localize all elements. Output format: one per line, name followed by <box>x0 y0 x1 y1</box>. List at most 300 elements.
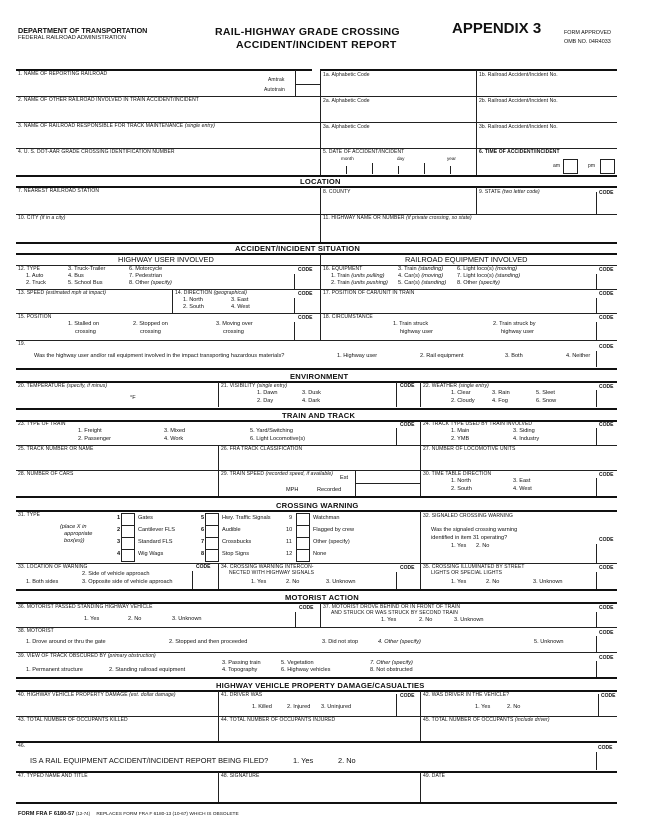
subsection-railroad-equipment: RAILROAD EQUIPMENT INVOLVED <box>405 255 528 264</box>
degrees-fahrenheit-label: °F <box>130 395 136 401</box>
form-title-line1: RAIL-HIGHWAY GRADE CROSSING <box>215 26 400 38</box>
option[interactable]: 3. Unknown <box>533 579 563 585</box>
field-nearest-station[interactable] <box>16 187 320 214</box>
field-position-of-car[interactable] <box>321 289 617 313</box>
option-text: 2. Train <box>331 280 350 286</box>
option[interactable]: 7. Other (specify) <box>370 660 413 666</box>
tick <box>398 166 399 174</box>
field-label-text: 14. DIRECTION <box>175 290 213 296</box>
option[interactable] <box>398 267 443 273</box>
am-label: am <box>553 163 561 169</box>
option[interactable]: 2. Cloudy <box>451 398 475 404</box>
option[interactable]: 3. East <box>513 478 531 484</box>
question-text: identified in item 31 operating? <box>431 535 508 541</box>
code-label: CODE <box>400 383 415 389</box>
option[interactable]: 2. No <box>286 579 300 585</box>
option[interactable]: 1. Main <box>451 428 470 434</box>
field-label: 33. LOCATION OF WARNING <box>18 564 88 570</box>
option[interactable]: 3. Did not stop <box>322 639 359 645</box>
field-label-text: 45. TOTAL NUMBER OF OCCUPANTS <box>423 717 514 723</box>
option[interactable]: 1. Yes <box>381 617 397 623</box>
option[interactable]: 4. Bus <box>68 273 84 279</box>
option[interactable]: 2. Stopped on <box>133 321 168 327</box>
option[interactable]: 1. Permanent structure <box>26 667 83 673</box>
option[interactable]: 1. Auto <box>26 273 44 279</box>
option[interactable] <box>398 274 443 280</box>
option[interactable]: 2. Day <box>257 398 274 404</box>
field-signature[interactable] <box>219 772 420 802</box>
code-box[interactable] <box>396 694 397 716</box>
field-date[interactable] <box>421 772 617 802</box>
option[interactable]: 1. Yes <box>475 704 491 710</box>
field-label: 30. TIME TABLE DIRECTION <box>423 471 492 477</box>
field-label: 8. COUNTY <box>323 189 351 195</box>
code-label: CODE <box>599 344 614 350</box>
field-occupants-injured[interactable] <box>219 716 420 741</box>
option[interactable]: 3. Unknown <box>326 579 356 585</box>
option[interactable]: 5. School Bus <box>68 280 103 286</box>
field-highway-name[interactable] <box>321 214 617 242</box>
field-circumstance <box>321 313 617 340</box>
option-note: (moving) <box>495 266 518 272</box>
option[interactable]: 1. Clear <box>451 390 471 396</box>
option[interactable]: 2. Stopped and then proceeded <box>169 639 248 645</box>
option[interactable]: 6. Light Locomotive(s) <box>250 436 306 442</box>
option-text: 4. Car(s) <box>398 273 420 279</box>
code-label: CODE <box>601 693 616 699</box>
item-number: 3 <box>117 539 121 545</box>
field-label: 1b. Railroad Accident/Incident No. <box>479 72 558 78</box>
option-continued: highway user <box>400 329 433 335</box>
field-track-maintenance-railroad[interactable] <box>16 122 320 148</box>
code-box[interactable] <box>596 612 597 627</box>
option[interactable]: 4. Industry <box>513 436 540 442</box>
field-driver-was <box>219 691 420 716</box>
subsection-highway-user: HIGHWAY USER INVOLVED <box>118 255 214 264</box>
option[interactable] <box>457 274 520 280</box>
field-type-of-train <box>16 421 420 445</box>
code-box[interactable] <box>294 274 295 289</box>
report-question: IS A RAIL EQUIPMENT ACCIDENT/INCIDENT REPORT BEING FILED? <box>30 756 269 765</box>
field-label-text: 11. HIGHWAY NAME OR NUMBER <box>323 215 405 221</box>
field-2b-accident-number[interactable] <box>477 96 617 122</box>
option[interactable]: 4. Work <box>164 436 184 442</box>
item-number: 2 <box>117 527 121 533</box>
option[interactable]: 4. West <box>513 486 532 492</box>
code-box[interactable] <box>596 661 597 677</box>
option[interactable]: 1. Both sides <box>26 579 59 585</box>
field-occupants-killed[interactable] <box>16 716 218 741</box>
field-fra-track-class[interactable] <box>219 445 420 470</box>
field-warning-interconnected <box>219 563 420 589</box>
code-box[interactable] <box>596 752 597 770</box>
option[interactable]: 2. No <box>476 543 490 549</box>
field-crossing-illuminated <box>421 563 617 589</box>
amtrak-label: Amtrak <box>268 77 285 83</box>
option[interactable]: 2. Rail equipment <box>420 353 464 359</box>
field-note: (est. dollar damage) <box>129 692 176 698</box>
field-label: 2a. Alphabetic Code <box>323 98 370 104</box>
field-equipment <box>321 265 617 289</box>
field-track-number[interactable] <box>16 445 218 470</box>
option[interactable]: 7. Pedestrian <box>129 273 162 279</box>
divider <box>16 408 617 410</box>
option[interactable]: 1. Dawn <box>257 390 278 396</box>
field-label-text: 20. TEMPERATURE <box>18 383 66 389</box>
field-label: 36. MOTORIST PASSED STANDING HIGHWAY VEHICLE <box>18 604 153 610</box>
field-label-continued: NECTED WITH HIGHWAY SIGNALS <box>229 570 315 576</box>
agency-subname: FEDERAL RAILROAD ADMINISTRATION <box>18 35 127 41</box>
field-property-damage[interactable] <box>16 691 218 716</box>
field-locomotive-units[interactable] <box>421 445 617 470</box>
replaces-note: REPLACES FORM FRA F 6180-13 (10-67) WHICH IS OBSOLETE <box>96 812 239 817</box>
field-train-speed <box>219 470 420 496</box>
wig-wags-checkbox[interactable] <box>121 549 135 562</box>
autotrain-label: Autotrain <box>264 87 285 93</box>
field-label: 47. TYPED NAME AND TITLE <box>18 773 88 779</box>
option[interactable]: 1. Killed <box>252 704 272 710</box>
code-label: CODE <box>599 630 614 636</box>
field-label-text: 13. SPEED <box>18 290 45 296</box>
option[interactable]: 2. No <box>338 756 356 765</box>
field-crossing-id-number[interactable] <box>16 148 320 175</box>
option[interactable]: 5. Sleet <box>536 390 555 396</box>
option[interactable]: 4. West <box>231 304 250 310</box>
field-3a-alphabetic-code[interactable] <box>321 122 476 148</box>
option[interactable]: 3. Moving over <box>216 321 253 327</box>
option-text: 7. Light loco(s) <box>457 273 494 279</box>
item-label: Gates <box>138 515 153 521</box>
field-label: 25. TRACK NUMBER OR NAME <box>18 446 94 452</box>
field-note: (primary obstruction) <box>107 653 156 659</box>
section-title-situation: ACCIDENT/INCIDENT SITUATION <box>235 244 361 253</box>
option[interactable] <box>331 274 385 280</box>
field-note: (if private crossing, so state) <box>406 215 472 221</box>
option[interactable]: 4. Dark <box>302 398 321 404</box>
option[interactable]: 1. Yes <box>251 579 267 585</box>
option[interactable]: 5. Unknown <box>534 639 564 645</box>
field-label: 48. SIGNATURE <box>221 773 260 779</box>
option[interactable]: 2. No <box>128 616 142 622</box>
code-label: CODE <box>298 291 313 297</box>
option[interactable]: 3. Siding <box>513 428 535 434</box>
code-label: CODE <box>299 605 314 611</box>
option[interactable]: 2. South <box>451 486 472 492</box>
field-label <box>18 384 107 389</box>
option[interactable]: 8. Not obstructed <box>370 667 413 673</box>
code-box[interactable] <box>396 572 397 589</box>
option[interactable] <box>398 281 446 287</box>
field-reporting-railroad[interactable] <box>16 70 295 96</box>
code-box[interactable] <box>596 572 597 589</box>
am-checkbox[interactable] <box>563 159 578 174</box>
code-label: CODE <box>196 564 211 570</box>
option[interactable]: 2. Standing railroad equipment <box>109 667 186 673</box>
code-label: CODE <box>599 267 614 273</box>
code-box[interactable] <box>596 478 597 496</box>
field-visibility <box>219 382 320 407</box>
section-title-damage-casualties: HIGHWAY VEHICLE PROPERTY DAMAGE/CASUALTIES <box>216 681 425 690</box>
option-note: (units pulling) <box>351 273 385 279</box>
tick <box>346 166 347 174</box>
option[interactable]: 2. Passenger <box>78 436 111 442</box>
field-label: 18. CIRCUMSTANCE <box>323 314 373 320</box>
item-number: 9 <box>289 515 293 521</box>
pm-checkbox[interactable] <box>600 159 615 174</box>
option[interactable]: 4. Neither <box>566 353 591 359</box>
field-label: 2. NAME OF OTHER RAILROAD INVOLVED IN TRAIN ACCIDENT/INCIDENT <box>18 97 199 103</box>
option[interactable]: 3. Unknown <box>454 617 484 623</box>
form-footer <box>18 812 239 818</box>
option[interactable]: 2. Injured <box>287 704 311 710</box>
option[interactable]: 1. Yes <box>451 579 467 585</box>
field-note: (geographical) <box>213 290 248 296</box>
section-title-environment: ENVIRONMENT <box>290 372 349 381</box>
section-title-location: LOCATION <box>300 177 341 186</box>
stop-signs-checkbox[interactable] <box>205 549 219 562</box>
option[interactable] <box>129 281 172 287</box>
option[interactable]: 6. Highway vehicles <box>281 667 331 673</box>
divider <box>16 677 617 679</box>
option[interactable]: 1. Yes <box>451 543 467 549</box>
none-checkbox[interactable] <box>296 549 310 562</box>
item-label: Crossbucks <box>222 539 252 545</box>
option[interactable]: 4. Other (specify) <box>378 639 421 645</box>
option[interactable]: 4. Fog <box>492 398 508 404</box>
field-label-text: 9. STATE <box>479 189 501 195</box>
item-number: 4 <box>117 551 121 557</box>
field-number-of-cars[interactable] <box>16 470 218 496</box>
field-label: 37. MOTORIST DROVE BEHIND OR IN FRONT OF TRAIN <box>323 604 461 610</box>
field-1a-alphabetic-code[interactable] <box>321 70 476 96</box>
recorded-speed-input[interactable] <box>356 484 419 495</box>
option[interactable]: 3. Uninjured <box>321 704 352 710</box>
option[interactable]: 6. Snow <box>536 398 557 404</box>
option[interactable]: 2. YMB <box>451 436 470 442</box>
field-label: 23. TYPE OF TRAIN <box>18 421 66 427</box>
field-label: 24. TRACK TYPE USED BY TRAIN INVOLVED <box>423 421 533 427</box>
field-view-obscured <box>16 652 617 677</box>
field-label <box>18 216 66 221</box>
tick <box>372 163 373 174</box>
field-county[interactable] <box>321 187 476 214</box>
code-box[interactable] <box>596 544 597 563</box>
option[interactable]: 1. Freight <box>78 428 102 434</box>
field-city[interactable] <box>16 214 320 242</box>
field-label-text: 29. TRAIN SPEED <box>221 471 265 477</box>
code-box[interactable] <box>294 322 295 340</box>
item-label: Cantilever FLS <box>138 527 175 533</box>
item-number: 1 <box>117 515 121 521</box>
field-label-continued: AND STRUCK OR WAS STRUCK BY SECOND TRAIN <box>331 610 458 616</box>
option[interactable]: 3. Dusk <box>302 390 321 396</box>
code-label: CODE <box>599 315 614 321</box>
field-time-of-accident <box>477 148 617 175</box>
option[interactable]: 3. Both <box>505 353 523 359</box>
pm-label: pm <box>588 163 596 169</box>
field-state[interactable] <box>477 187 596 214</box>
option[interactable]: 2. Side of vehicle approach <box>82 571 150 577</box>
code-label: CODE <box>298 267 313 273</box>
form-approved: FORM APPROVED <box>564 30 612 36</box>
field-date-of-accident[interactable] <box>321 148 476 175</box>
field-label: 1a. Alphabetic Code <box>323 72 370 78</box>
field-total-occupants[interactable] <box>421 716 617 741</box>
option-note: (specify) <box>150 280 172 286</box>
code-label: CODE <box>599 565 614 571</box>
instruction-note: (place X in <box>60 524 87 530</box>
option[interactable]: 1. Highway user <box>337 353 378 359</box>
field-track-type <box>421 421 617 445</box>
code-label: CODE <box>599 291 614 297</box>
item-number: 10 <box>286 527 293 533</box>
code-box[interactable] <box>294 298 295 313</box>
code-box[interactable] <box>596 636 597 652</box>
field-note: (single entry) <box>184 123 216 129</box>
option-text: 6. Light loco(s) <box>457 266 494 272</box>
code-box[interactable] <box>295 612 296 627</box>
item-number: 5 <box>201 515 205 521</box>
option[interactable]: 3. Passing train <box>222 660 261 666</box>
field-signaled-warning <box>421 511 617 563</box>
field-label-text: 39. VIEW OF TRACK OBSCURED BY <box>18 653 107 659</box>
est-speed-input[interactable] <box>356 471 419 482</box>
item-label: Other (specify) <box>313 539 350 545</box>
field-label: 19. <box>18 341 26 347</box>
option[interactable]: 3. East <box>231 297 249 303</box>
section-title-motorist-action: MOTORIST ACTION <box>285 593 359 602</box>
option[interactable]: 2. Truck <box>26 280 46 286</box>
item-label: Wig Wags <box>138 551 164 557</box>
option[interactable]: 5. Vegetation <box>281 660 314 666</box>
option[interactable]: 2. Train struck by <box>493 321 536 327</box>
tick <box>424 163 425 174</box>
field-position <box>16 313 320 340</box>
autotrain-checkbox[interactable] <box>296 85 319 95</box>
field-2a-alphabetic-code[interactable] <box>321 96 476 122</box>
mph-label: MPH <box>286 487 299 493</box>
amtrak-checkbox[interactable] <box>296 71 319 83</box>
option[interactable]: 3. Unknown <box>172 616 202 622</box>
field-label: 35. CROSSING ILLUMINATED BY STREET <box>423 564 525 570</box>
field-1b-accident-number[interactable] <box>477 70 617 96</box>
code-label: CODE <box>400 565 415 571</box>
field-label-continued: LIGHTS OR SPECIAL LIGHTS <box>431 570 503 576</box>
field-label: 7. NEAREST RAILROAD STATION <box>18 188 100 194</box>
option-note: (units pushing) <box>351 280 388 286</box>
day-label: day <box>397 156 405 161</box>
code-label: CODE <box>599 472 614 478</box>
option[interactable] <box>457 267 517 273</box>
option[interactable]: 3. Opposite side of vehicle approach <box>82 579 173 585</box>
field-label <box>175 291 247 296</box>
option[interactable]: 3. Mixed <box>164 428 186 434</box>
form-date: (12-74) <box>75 811 91 816</box>
field-passed-standing-vehicle <box>16 603 320 627</box>
option[interactable]: 2. No <box>486 579 500 585</box>
option[interactable]: 5. Yard/Switching <box>250 428 294 434</box>
field-typed-name-title[interactable] <box>16 772 218 802</box>
option[interactable]: 6. Motorcycle <box>129 266 163 272</box>
field-label: 4. U. S. DOT-AAR GRADE CROSSING IDENTIFICATION NUMBER <box>18 149 175 155</box>
field-label: 44. TOTAL NUMBER OF OCCUPANTS INJURED <box>221 717 336 723</box>
field-label: 42. WAS DRIVER IN THE VEHICLE? <box>423 692 510 698</box>
option[interactable]: 2. No <box>419 617 433 623</box>
option[interactable] <box>457 281 500 287</box>
field-speed[interactable] <box>16 289 172 313</box>
field-other-railroad[interactable] <box>16 96 320 122</box>
code-box[interactable] <box>596 351 597 367</box>
option[interactable]: 1. Stalled on <box>68 321 100 327</box>
option[interactable]: 3. Rain <box>492 390 510 396</box>
code-box[interactable] <box>596 274 597 289</box>
code-box[interactable] <box>192 571 193 589</box>
field-label: 34. CROSSING WARNING INTERCON- <box>221 564 314 570</box>
field-label <box>18 654 156 659</box>
item-number: 8 <box>201 551 205 557</box>
field-rail-report-filed <box>16 742 617 770</box>
field-driver-in-vehicle <box>421 691 617 716</box>
item-label: Standard FLS <box>138 539 173 545</box>
option[interactable]: 1. Train struck <box>393 321 429 327</box>
item-label: Audible <box>222 527 241 533</box>
field-note: (include driver) <box>514 717 550 723</box>
option[interactable]: 1. Yes <box>293 756 314 765</box>
code-box[interactable] <box>596 298 597 313</box>
option[interactable]: 3. Truck-Trailer <box>68 266 106 272</box>
code-box[interactable] <box>596 428 597 445</box>
field-label: 38. MOTORIST <box>18 628 54 634</box>
field-hazardous-materials <box>16 340 617 367</box>
tick <box>450 166 451 174</box>
field-label: 43. TOTAL NUMBER OF OCCUPANTS KILLED <box>18 717 128 723</box>
code-box[interactable] <box>396 382 397 407</box>
option[interactable]: 1. Yes <box>84 616 100 622</box>
option[interactable]: 4. Topography <box>222 667 258 673</box>
field-label: 15. POSITION <box>18 314 52 320</box>
option[interactable]: 2. South <box>183 304 204 310</box>
item-label: None <box>313 551 327 557</box>
month-label: month <box>341 156 354 161</box>
option[interactable]: 1. North <box>183 297 203 303</box>
option[interactable]: 1. Drove around or thru the gate <box>26 639 106 645</box>
field-label-text: 21. VISIBILITY <box>221 383 256 389</box>
field-label: 3a. Alphabetic Code <box>323 124 370 130</box>
option[interactable] <box>331 281 388 287</box>
field-label: 16. EQUIPMENT <box>323 266 363 272</box>
field-note: (if in a city) <box>39 215 66 221</box>
item-label: Flagged by crew <box>313 527 355 533</box>
option-continued: crossing <box>140 329 161 335</box>
field-note: (estimated mph at impact) <box>45 290 107 296</box>
field-3b-accident-number[interactable] <box>477 122 617 148</box>
code-box[interactable] <box>596 322 597 340</box>
field-temperature[interactable] <box>16 382 218 407</box>
code-label: CODE <box>400 422 415 428</box>
code-box[interactable] <box>396 428 397 445</box>
field-label-text: 10. CITY <box>18 215 39 221</box>
field-direction <box>173 289 320 313</box>
field-label <box>221 384 287 389</box>
option[interactable]: 2. No <box>507 704 521 710</box>
code-label: CODE <box>599 190 614 196</box>
est-label: Est <box>340 475 349 481</box>
option[interactable]: 1. North <box>451 478 471 484</box>
code-box[interactable] <box>598 694 599 716</box>
code-box[interactable] <box>596 390 597 407</box>
field-label <box>18 124 215 129</box>
option-note: (standing) <box>421 280 447 286</box>
